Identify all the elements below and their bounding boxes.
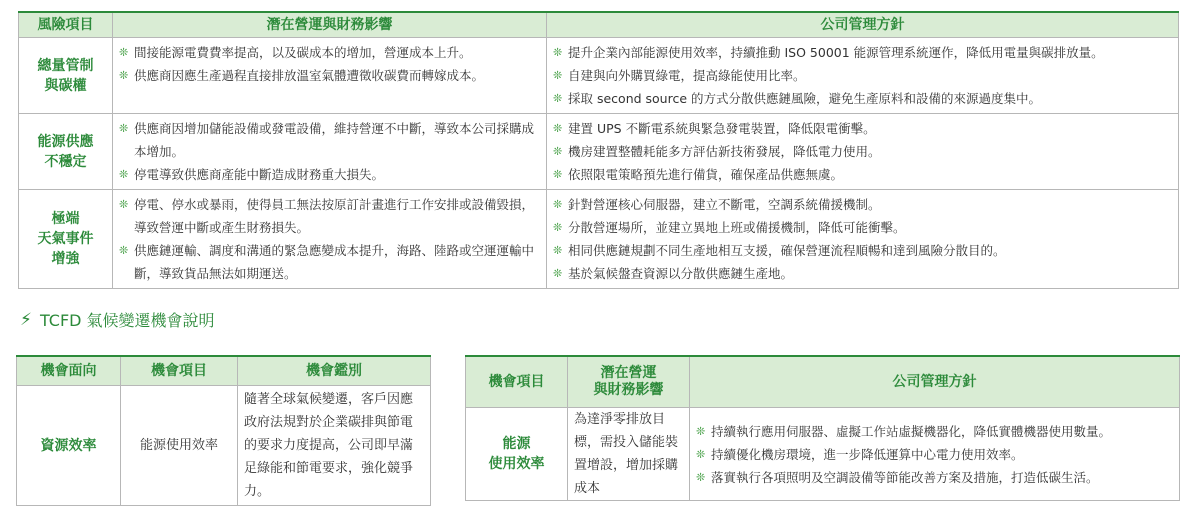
table-row [19, 190, 1179, 289]
bullet-icon: ❊ [696, 424, 706, 438]
risk-table [18, 11, 1179, 289]
bullet-icon: ❊ [553, 145, 563, 158]
list-item: ❊ 依照限電策略預先進行備貨，確保產品供應無虞。 [553, 163, 1172, 186]
list-item: ❊ 採取 second source 的方式分散供應鏈風險，避免生產原料和設備的來源過度集中。 [553, 87, 1172, 110]
opportunity-table [16, 355, 431, 506]
bullet-icon: ❊ [553, 69, 563, 82]
bullet-icon: ❊ [553, 168, 563, 181]
header-item: 機會項目 [121, 356, 238, 386]
risk-category: 能源供應 不穩定 [19, 114, 113, 190]
table-row [17, 386, 431, 506]
list-item: ❊ 針對營運核心伺服器，建立不斷電，空調系統備援機制。 [553, 193, 1172, 216]
bullet-icon: ❊ [553, 92, 563, 105]
impact-cell [113, 114, 547, 190]
list-item: ❊ 相同供應鏈規劃不同生產地相互支援，確保營運流程順暢和達到風險分散目的。 [553, 239, 1172, 262]
bullet-icon: ❊ [553, 244, 563, 257]
section-title: TCFD 氣候變遷機會說明 [39, 311, 215, 330]
bullet-icon: ❊ [553, 46, 563, 59]
bullet-icon: ❊ [119, 244, 129, 257]
risk-category: 總量管制 與碳權 [19, 38, 113, 114]
bullet-icon: ❊ [696, 470, 706, 484]
bullet-icon: ❊ [119, 46, 129, 59]
list-item: ❊ 持續優化機房環境，進一步降低運算中心電力使用效率。 [696, 443, 1173, 466]
opportunity-impact: 為達淨零排放目標，需投入儲能裝置增設，增加採購成本 [568, 408, 690, 501]
lightning-icon: ⚡︎ [20, 309, 32, 330]
table-row [19, 38, 1179, 114]
header-policy: 公司管理方針 [547, 12, 1179, 38]
list-item: ❊ 基於氣候盤查資源以分散供應鏈生產地。 [553, 262, 1172, 285]
list-item: ❊ 自建與向外購買綠電，提高綠能使用比率。 [553, 64, 1172, 87]
header-aspect: 機會面向 [17, 356, 121, 386]
header-risk-item: 風險項目 [19, 12, 113, 38]
header-impact: 潛在營運 與財務影響 [568, 356, 690, 408]
bullet-icon: ❊ [696, 447, 706, 461]
list-item: ❊ 落實執行各項照明及空調設備等節能改善方案及措施，打造低碳生活。 [696, 466, 1173, 489]
header-identification: 機會鑑別 [238, 356, 431, 386]
risk-category: 極端 天氣事件 增強 [19, 190, 113, 289]
bullet-icon: ❊ [553, 122, 563, 135]
policy-cell [690, 408, 1180, 501]
list-item: ❊ 供應商因應生產過程直接排放溫室氣體遭徵收碳費而轉嫁成本。 [119, 64, 540, 87]
list-item: ❊ 停電導致供應商產能中斷造成財務重大損失。 [119, 163, 540, 186]
list-item: ❊ 建置 UPS 不斷電系統與緊急發電裝置，降低限電衝擊。 [553, 117, 1172, 140]
opportunity-impact-table [465, 355, 1180, 501]
opportunity-aspect: 資源效率 [17, 386, 121, 506]
list-item: ❊ 間接能源電費費率提高，以及碳成本的增加，營運成本上升。 [119, 41, 540, 64]
bullet-icon: ❊ [553, 198, 563, 211]
bullet-icon: ❊ [119, 122, 129, 135]
list-item: ❊ 機房建置整體耗能多方評估新技術發展，降低電力使用。 [553, 140, 1172, 163]
opportunity-item: 能源 使用效率 [466, 408, 568, 501]
policy-cell [547, 190, 1179, 289]
table-row [466, 408, 1180, 501]
bullet-icon: ❊ [119, 69, 129, 82]
list-item: ❊ 持續執行應用伺服器、虛擬工作站虛擬機器化，降低實體機器使用數量。 [696, 420, 1173, 443]
list-item: ❊ 供應商因增加儲能設備或發電設備，維持營運不中斷，導致本公司採購成本增加。 [119, 117, 540, 163]
list-item: ❊ 停電、停水或暴雨，使得員工無法按原訂計畫進行工作安排或設備毀損，導致營運中斷或產生財務損失。 [119, 193, 540, 239]
table-row [19, 114, 1179, 190]
header-impact: 潛在營運與財務影響 [113, 12, 547, 38]
header-item: 機會項目 [466, 356, 568, 408]
policy-cell [547, 114, 1179, 190]
policy-cell [547, 38, 1179, 114]
impact-cell [113, 38, 547, 114]
list-item: ❊ 供應鏈運輸、調度和溝通的緊急應變成本提升，海路、陸路或空運運輸中斷，導致貨品無法如期運送。 [119, 239, 540, 285]
header-policy: 公司管理方針 [690, 356, 1180, 408]
bullet-icon: ❊ [119, 168, 129, 181]
section-heading [20, 308, 215, 331]
list-item: ❊ 分散營運場所，並建立異地上班或備援機制，降低可能衝擊。 [553, 216, 1172, 239]
opportunity-identification: 隨著全球氣候變遷，客戶因應政府法規對於企業碳排與節電的要求力度提高，公司即早滿足綠能和節電要求，強化競爭力。 [238, 386, 431, 506]
opportunity-item: 能源使用效率 [121, 386, 238, 506]
bullet-icon: ❊ [553, 267, 563, 280]
list-item: ❊ 提升企業內部能源使用效率，持續推動 ISO 50001 能源管理系統運作，降低用電量與碳排放量。 [553, 41, 1172, 64]
impact-cell [113, 190, 547, 289]
bullet-icon: ❊ [553, 221, 563, 234]
bullet-icon: ❊ [119, 198, 129, 211]
